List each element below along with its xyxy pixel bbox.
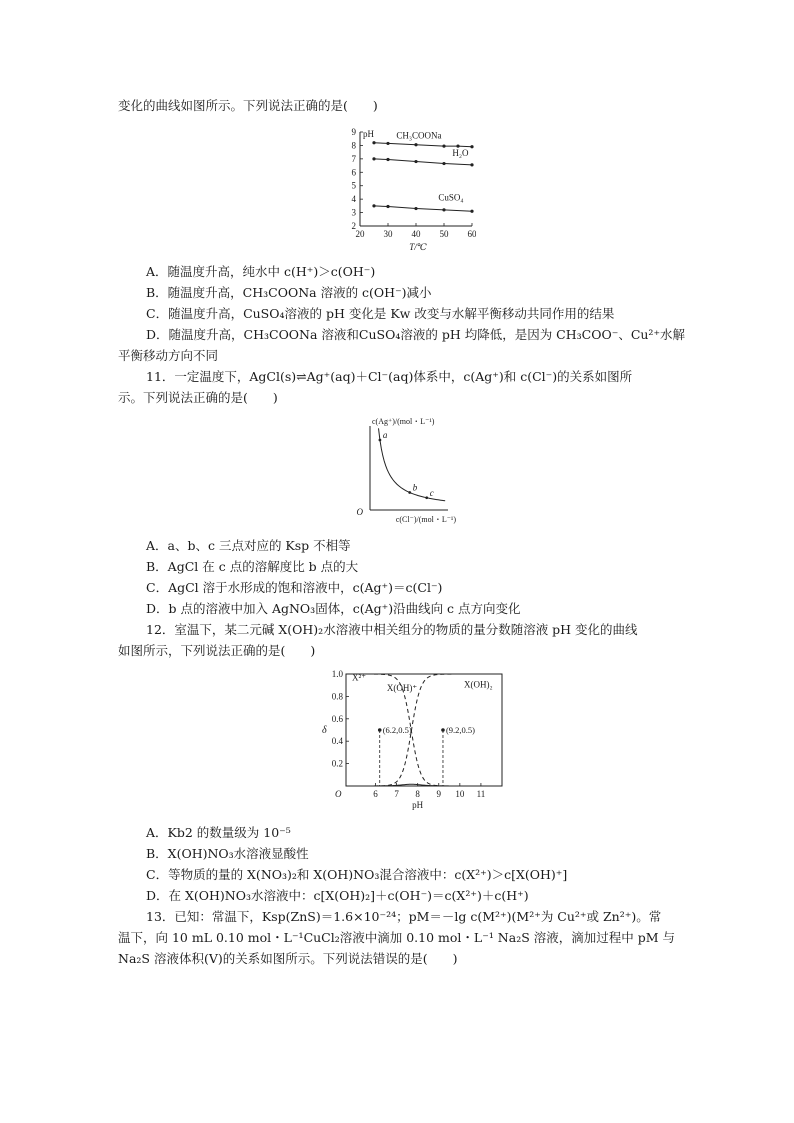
y-tick-label: 0.8: [331, 691, 343, 702]
q13-stem-1: 13．已知：常温下，Ksp(ZnS)＝1.6×10⁻²⁴；pM＝－lg c(M²⁺)(M²⁺为 Cu²⁺或 Zn²⁺)。常: [146, 909, 662, 924]
data-point: [414, 143, 417, 146]
point-a: [379, 439, 382, 442]
x-tick-label: 11: [476, 789, 486, 799]
q11-option-d: D．b 点的溶液中加入 AgNO₃固体，c(Ag⁺)沿曲线向 c 点方向变化: [146, 601, 521, 616]
y-tick-label: 0.6: [331, 713, 343, 724]
series-label: H₂O: [452, 148, 469, 159]
q12-option-b: B．X(OH)NO₃水溶液显酸性: [146, 846, 309, 861]
data-point: [386, 205, 389, 208]
y-tick-label: 2: [351, 221, 356, 231]
point-label-c: c: [429, 487, 434, 498]
q12-option-a: A．Kb2 的数量级为 10⁻⁵: [146, 825, 291, 840]
y-tick-label: 1.0: [331, 669, 343, 679]
y-axis-label: δ: [322, 725, 327, 736]
y-tick-label: 0.4: [331, 736, 343, 747]
data-point: [442, 208, 445, 211]
y-axis-label: c(Ag⁺)/(mol・L⁻¹): [372, 417, 435, 426]
data-point: [386, 142, 389, 145]
x-axis-label: c(Cl⁻)/(mol・L⁻¹): [395, 515, 456, 524]
q10-option-a: A．随温度升高，纯水中 c(H⁺)＞c(OH⁻): [146, 264, 376, 279]
q12-option-d: D．在 X(OH)NO₃水溶液中：c[X(OH)₂]＋c(OH⁻)＝c(X²⁺)＋c(H⁺): [146, 888, 529, 903]
y-tick-label: 9: [351, 127, 356, 137]
data-point: [372, 157, 375, 160]
x-tick-label: 10: [455, 789, 465, 799]
data-point: [442, 145, 445, 148]
y-tick-label: 0.2: [331, 758, 343, 769]
q11-stem-1: 11．一定温度下，AgCl(s)⇌Ag⁺(aq)＋Cl⁻(aq)体系中，c(Ag⁺)和 c(Cl⁻)的关系如图所: [146, 369, 633, 384]
data-point: [442, 162, 445, 165]
q13-stem-3: Na₂S 溶液体积(V)的关系如图所示。下列说法错误的是( ): [118, 951, 458, 966]
y-axis-label: pH: [363, 129, 374, 139]
y-tick-label: 5: [351, 180, 356, 191]
q10-option-d-cont: 平衡移动方向不同: [118, 348, 219, 363]
series-label: X(OH)⁺: [386, 682, 418, 693]
crossing-point: [441, 728, 445, 732]
q12-option-c: C．等物质的量的 X(NO₃)₂和 X(OH)NO₃混合溶液中：c(X²⁺)＞c[X(OH)⁺]: [146, 867, 568, 882]
y-tick-label: 4: [351, 194, 356, 205]
series-label: X(OH)₂: [464, 679, 493, 690]
q12-stem-1: 12．室温下，某二元碱 X(OH)₂水溶液中相关组分的物质的量分数随溶液 pH 变化的曲线: [146, 622, 638, 637]
data-point: [372, 204, 375, 207]
x-tick-label: 6: [373, 789, 378, 799]
y-tick-label: 7: [351, 153, 356, 164]
crossing-label: (9.2,0.5): [445, 725, 476, 735]
q10-chart: [336, 126, 476, 260]
point-b: [408, 491, 411, 494]
q10-intro: 变化的曲线如图所示。下列说法正确的是( ): [118, 98, 378, 113]
x-tick-label: 8: [415, 789, 420, 799]
x-tick-label: 50: [439, 229, 449, 239]
point-c: [425, 496, 428, 499]
x-tick-label: 60: [467, 229, 476, 239]
crossing-label: (6.2,0.5): [382, 725, 412, 735]
data-point: [470, 145, 473, 148]
origin-label: O: [356, 507, 363, 517]
data-point: [386, 158, 389, 161]
data-point: [414, 160, 417, 163]
q10-option-d: D．随温度升高，CH₃COONa 溶液和CuSO₄溶液的 pH 均降低，是因为 CH₃COO⁻、Cu²⁺水解: [146, 327, 686, 342]
y-tick-label: 3: [351, 207, 356, 218]
data-point: [470, 163, 473, 166]
x-tick-label: 7: [394, 789, 399, 799]
x-tick-label: 30: [383, 229, 393, 239]
q13-stem-2: 温下，向 10 mL 0.10 mol・L⁻¹CuCl₂溶液中滴加 0.10 mol・L⁻¹ Na₂S 溶液，滴加过程中 pM 与: [118, 930, 675, 945]
point-label-b: b: [412, 482, 418, 493]
data-point: [414, 207, 417, 210]
x-tick-label: 9: [436, 789, 442, 799]
q12-stem-2: 如图所示，下列说法正确的是( ): [118, 643, 316, 658]
q10-option-b: B．随温度升高，CH₃COONa 溶液的 c(OH⁻)减小: [146, 285, 432, 300]
q11-option-c: C．AgCl 溶于水形成的饱和溶液中，c(Ag⁺)＝c(Cl⁻): [146, 580, 443, 595]
data-point: [372, 141, 375, 144]
q11-option-b: B．AgCl 在 c 点的溶解度比 b 点的大: [146, 559, 359, 574]
q11-option-a: A．a、b、c 三点对应的 Ksp 不相等: [146, 538, 351, 553]
series-label: CH₃COONa: [396, 130, 442, 141]
x-tick-label: 40: [411, 229, 421, 239]
q10-option-c: C．随温度升高，CuSO₄溶液的 pH 变化是 Kw 改变与水解平衡移动共同作用的结果: [146, 306, 615, 321]
data-point: [470, 210, 473, 213]
x-axis-label: T/℃: [409, 242, 427, 252]
y-tick-label: 6: [351, 167, 356, 178]
series-label: CuSO₄: [438, 192, 464, 203]
origin-label: O: [335, 789, 342, 799]
crossing-point: [378, 728, 382, 732]
q11-chart: [344, 414, 464, 528]
q12-chart: [316, 664, 506, 810]
q11-stem-2: 示。下列说法正确的是( ): [118, 390, 278, 405]
y-tick-label: 8: [351, 140, 356, 151]
series-label: X²⁺: [352, 672, 366, 683]
point-label-a: a: [382, 430, 388, 440]
plot-frame: [346, 674, 502, 786]
x-tick-label: 20: [355, 229, 365, 239]
x-axis-label: pH: [412, 800, 424, 810]
